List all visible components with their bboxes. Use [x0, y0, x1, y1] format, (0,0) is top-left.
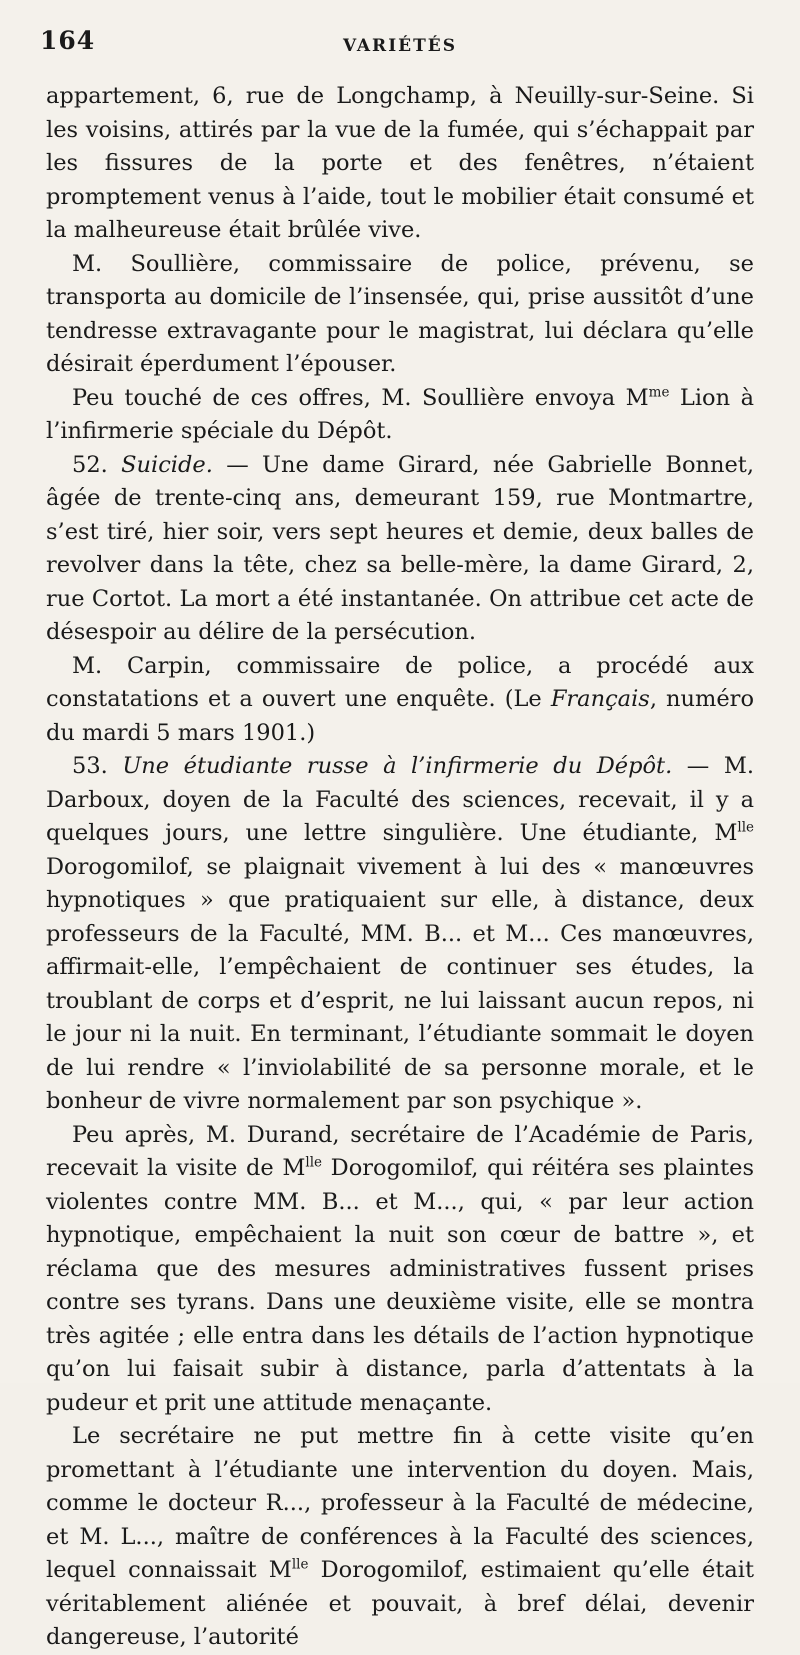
paragraph: [46, 80, 754, 248]
superscript-abbrev: lle: [305, 1154, 322, 1171]
text-run: Peu après, M. Durand, secrétaire de l’Académie de Paris, recevait la visite de M: [46, 1121, 754, 1181]
running-head: VARIÉTÉS: [343, 36, 457, 56]
paragraph: [46, 650, 754, 751]
italic-text: Suicide.: [121, 451, 213, 478]
italic-text: Français: [550, 686, 650, 712]
text-run: Dorogomilof, estimaient qu’elle était véritablement aliénée et pouvait, à bref délai, devenir dangereuse, l’autorité: [46, 1557, 754, 1650]
paragraph: [46, 382, 754, 449]
text-run: Le secrétaire ne put mettre fin à cette visite qu’en promettant à l’étudiante une intervention du doyen. Mais, comme le docteur R..., professeur à la Faculté de médecine, et M. L..., maître de conférences à la Faculté des sciences, lequel connaissait M: [46, 1423, 754, 1583]
text-run: 53.: [72, 753, 123, 779]
superscript-abbrev: lle: [737, 819, 754, 836]
paragraph: [46, 449, 754, 650]
text-run: , numéro du mardi 5 mars 1901.): [46, 686, 754, 746]
superscript-abbrev: me: [648, 384, 670, 400]
italic-text: Une étudiante russe à l’infirmerie du Dépôt.: [122, 753, 673, 779]
superscript-abbrev: lle: [291, 1556, 309, 1573]
text-run: Dorogomilof, qui réitéra ses plaintes violentes contre MM. B... et M..., qui, « par leur action hypnotique, empêchaient la nuit son cœur de battre », et réclama que des mesures administratives fussent prises contre ses tyrans. Dans une deuxième visite, elle se montra très agitée ; elle entra dans les détails de l’action hypnotique qu’on lui faisait subir à distance, parla d’attentats à la pudeur et prit une attitude menaçante.: [46, 1155, 754, 1416]
paragraph: [46, 248, 754, 382]
text-run: M. Soullière, commissaire de police, prévenu, se transporta au domicile de l’insensée, qui, prise aussitôt d’une tendresse extravagante pour le magistrat, lui déclara qu’elle désirait éperdument l’épouser.: [46, 250, 754, 377]
body-text: [46, 80, 754, 1655]
paragraph: [46, 750, 754, 1119]
page-number: 164: [40, 26, 96, 55]
text-run: appartement, 6, rue de Longchamp, à Neuilly-sur-Seine. Si les voisins, attirés par la vue de la fumée, qui s’échappait par les fissures de la porte et des fenêtres, n’étaient promptement venus à l’aide, tout le mobilier était consumé et la malheureuse était brûlée vive.: [46, 83, 754, 243]
paragraph: [46, 1420, 754, 1655]
page-header: [40, 22, 760, 62]
text-run: Lion à l’infirmerie spéciale du Dépôt.: [46, 384, 754, 444]
text-run: 52.: [72, 451, 122, 478]
paragraph: [46, 1119, 754, 1421]
text-run: — M. Darboux, doyen de la Faculté des sciences, recevait, il y a quelques jours, une lettre singulière. Une étudiante, M: [46, 753, 755, 846]
text-run: Peu touché de ces offres, M. Soullière envoya M: [72, 384, 649, 411]
text-run: Dorogomilof, se plaignait vivement à lui des « manœuvres hypnotiques » que pratiquaient sur elle, à distance, deux professeurs de la Faculté, MM. B... et M... Ces manœuvres, affirmait-elle, l’empêchaient de continuer ses études, la troublant de corps et d’esprit, ne lui laissant aucun repos, ni le jour ni la nuit. En terminant, l’étudiante sommait le doyen de lui rendre « l’inviolabilité de sa personne morale, et le bonheur de vivre normalement par son psychique ».: [46, 853, 754, 1114]
text-run: — Une dame Girard, née Gabrielle Bonnet, âgée de trente-cinq ans, demeurant 159, rue Montmartre, s’est tiré, hier soir, vers sept heures et demie, deux balles de revolver dans la tête, chez sa belle-mère, la dame Girard, 2, rue Cortot. La mort a été instantanée. On attribue cet acte de désespoir au délire de la persécution.: [46, 451, 754, 645]
text-run: M. Carpin, commissaire de police, a procédé aux constatations et a ouvert une enquête. (Le: [46, 652, 754, 712]
